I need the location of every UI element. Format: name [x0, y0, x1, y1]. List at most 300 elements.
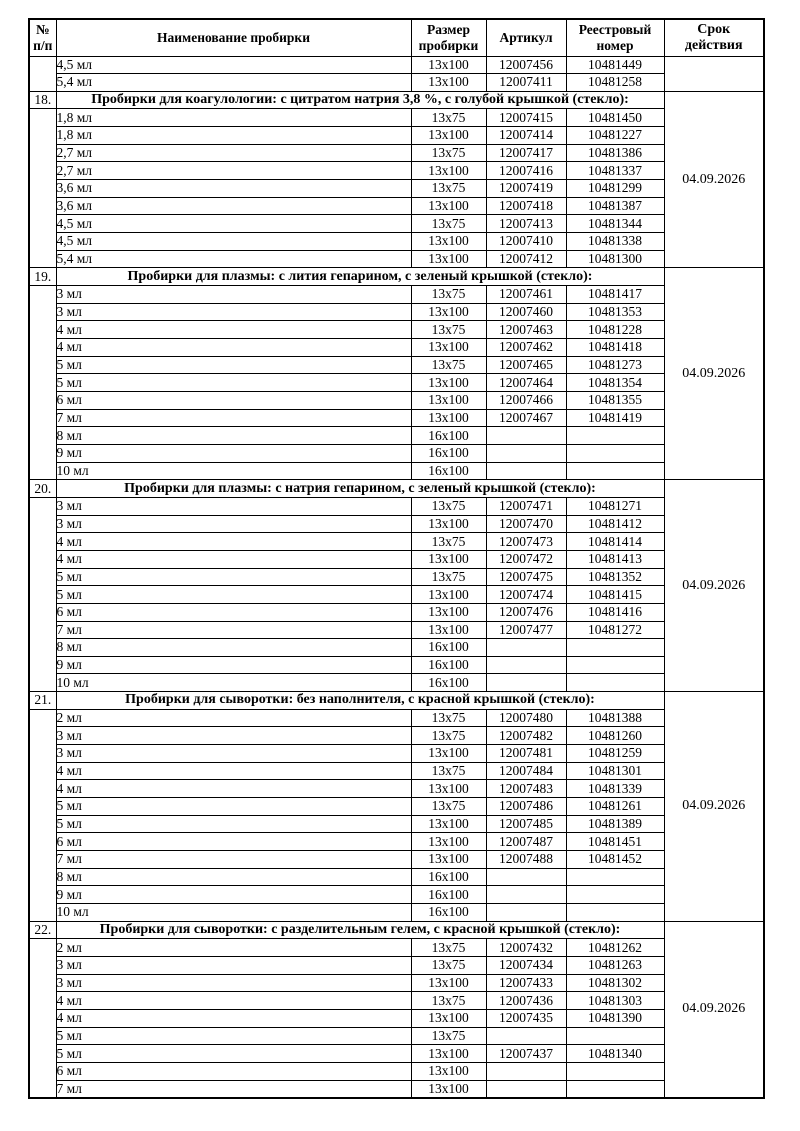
row-name-cell: 5 мл — [56, 1027, 411, 1045]
section-title-cell: Пробирки для сыворотки: без наполнителя, с красной крышкой (стекло): — [56, 692, 664, 710]
validity-cell — [664, 56, 764, 91]
row-size-cell: 16x100 — [411, 444, 486, 462]
row-reg-cell: 10481413 — [566, 550, 664, 568]
section-number-cell: 20. — [29, 480, 56, 498]
row-reg-cell: 10481272 — [566, 621, 664, 639]
row-size-cell: 13x75 — [411, 939, 486, 957]
row-reg-cell — [566, 427, 664, 445]
row-article-cell: 12007456 — [486, 56, 566, 74]
row-reg-cell: 10481339 — [566, 780, 664, 798]
section-number-spacer-cell — [29, 497, 56, 691]
row-reg-cell — [566, 674, 664, 692]
col-header-reg-line2: номер — [596, 37, 634, 53]
row-size-cell: 13x75 — [411, 180, 486, 198]
section-number-spacer-cell — [29, 286, 56, 480]
table-row — [29, 674, 764, 692]
row-reg-cell — [566, 462, 664, 480]
table-row — [29, 356, 764, 374]
row-name-cell: 1,8 мл — [56, 127, 411, 145]
row-name-cell: 4,5 мл — [56, 215, 411, 233]
table-row — [29, 339, 764, 357]
row-name-cell: 4,5 мл — [56, 56, 411, 74]
row-size-cell: 16x100 — [411, 868, 486, 886]
row-reg-cell: 10481344 — [566, 215, 664, 233]
row-size-cell: 13x75 — [411, 568, 486, 586]
section-number-spacer-cell — [29, 56, 56, 91]
section-header-row — [29, 268, 764, 286]
row-name-cell: 2,7 мл — [56, 144, 411, 162]
row-reg-cell — [566, 904, 664, 922]
row-article-cell: 12007410 — [486, 233, 566, 251]
row-article-cell: 12007463 — [486, 321, 566, 339]
table-row — [29, 656, 764, 674]
row-name-cell: 6 мл — [56, 833, 411, 851]
col-header-num — [29, 19, 56, 56]
row-name-cell: 4 мл — [56, 550, 411, 568]
row-size-cell: 13x100 — [411, 515, 486, 533]
row-article-cell: 12007432 — [486, 939, 566, 957]
row-reg-cell: 10481355 — [566, 391, 664, 409]
table-row — [29, 427, 764, 445]
table-row — [29, 515, 764, 533]
row-article-cell: 12007462 — [486, 339, 566, 357]
table-row — [29, 798, 764, 816]
row-reg-cell — [566, 444, 664, 462]
row-size-cell: 16x100 — [411, 886, 486, 904]
row-name-cell: 10 мл — [56, 904, 411, 922]
table-row — [29, 639, 764, 657]
row-article-cell — [486, 868, 566, 886]
row-name-cell: 8 мл — [56, 868, 411, 886]
row-article-cell — [486, 1062, 566, 1080]
row-size-cell: 13x100 — [411, 74, 486, 92]
table-row — [29, 992, 764, 1010]
table-row — [29, 745, 764, 763]
row-reg-cell: 10481390 — [566, 1009, 664, 1027]
row-size-cell: 13x100 — [411, 233, 486, 251]
row-size-cell: 13x100 — [411, 162, 486, 180]
col-header-reg-line1: Реестровый — [578, 22, 652, 38]
table-row — [29, 904, 764, 922]
col-header-name — [56, 19, 411, 56]
section-number-cell: 18. — [29, 91, 56, 109]
row-reg-cell: 10481258 — [566, 74, 664, 92]
section-header-row — [29, 921, 764, 939]
section-title-cell: Пробирки для плазмы: с натрия гепарином, с зеленый крышкой (стекло): — [56, 480, 664, 498]
row-article-cell: 12007466 — [486, 391, 566, 409]
row-article-cell: 12007436 — [486, 992, 566, 1010]
row-size-cell: 13x100 — [411, 621, 486, 639]
row-article-cell: 12007413 — [486, 215, 566, 233]
row-size-cell: 13x100 — [411, 391, 486, 409]
row-article-cell: 12007483 — [486, 780, 566, 798]
row-name-cell: 8 мл — [56, 639, 411, 657]
section-title-cell: Пробирки для коагулологии: с цитратом натрия 3,8 %, с голубой крышкой (стекло): — [56, 91, 664, 109]
row-reg-cell: 10481388 — [566, 709, 664, 727]
row-name-cell: 4 мл — [56, 321, 411, 339]
section-number-cell: 19. — [29, 268, 56, 286]
row-name-cell: 7 мл — [56, 621, 411, 639]
row-name-cell: 5 мл — [56, 798, 411, 816]
table-row — [29, 127, 764, 145]
table-row — [29, 727, 764, 745]
row-name-cell: 4 мл — [56, 1009, 411, 1027]
row-size-cell: 13x75 — [411, 762, 486, 780]
row-article-cell: 12007464 — [486, 374, 566, 392]
row-name-cell: 9 мл — [56, 656, 411, 674]
table-row — [29, 409, 764, 427]
row-reg-cell: 10481301 — [566, 762, 664, 780]
row-article-cell: 12007473 — [486, 533, 566, 551]
row-reg-cell: 10481262 — [566, 939, 664, 957]
section-number-spacer-cell — [29, 109, 56, 268]
row-reg-cell: 10481419 — [566, 409, 664, 427]
row-article-cell: 12007472 — [486, 550, 566, 568]
section-header-row — [29, 692, 764, 710]
section-title-cell: Пробирки для плазмы: с лития гепарином, с зеленый крышкой (стекло): — [56, 268, 664, 286]
row-name-cell: 9 мл — [56, 886, 411, 904]
row-article-cell: 12007481 — [486, 745, 566, 763]
table-row — [29, 533, 764, 551]
col-header-num-line2: п/п — [33, 37, 53, 53]
table-row — [29, 1027, 764, 1045]
row-reg-cell — [566, 1027, 664, 1045]
table-row — [29, 815, 764, 833]
row-reg-cell: 10481300 — [566, 250, 664, 268]
row-reg-cell: 10481354 — [566, 374, 664, 392]
row-reg-cell: 10481271 — [566, 497, 664, 515]
section-header-row — [29, 91, 764, 109]
row-size-cell: 13x75 — [411, 1027, 486, 1045]
table-row — [29, 250, 764, 268]
validity-cell: 04.09.2026 — [664, 91, 764, 268]
row-article-cell — [486, 886, 566, 904]
row-reg-cell: 10481302 — [566, 974, 664, 992]
row-article-cell: 12007461 — [486, 286, 566, 304]
row-article-cell — [486, 1080, 566, 1098]
row-size-cell: 16x100 — [411, 427, 486, 445]
table-row — [29, 939, 764, 957]
col-header-size-line2: пробирки — [418, 37, 479, 53]
row-article-cell: 12007482 — [486, 727, 566, 745]
row-article-cell: 12007474 — [486, 586, 566, 604]
col-header-validity-line2: действия — [684, 37, 743, 53]
row-reg-cell: 10481353 — [566, 303, 664, 321]
table-row — [29, 321, 764, 339]
table-row — [29, 621, 764, 639]
row-reg-cell: 10481414 — [566, 533, 664, 551]
row-size-cell: 13x100 — [411, 197, 486, 215]
row-size-cell: 13x75 — [411, 533, 486, 551]
row-name-cell: 4 мл — [56, 762, 411, 780]
row-article-cell: 12007435 — [486, 1009, 566, 1027]
table-row — [29, 74, 764, 92]
row-name-cell: 4 мл — [56, 780, 411, 798]
row-article-cell — [486, 656, 566, 674]
row-reg-cell: 10481259 — [566, 745, 664, 763]
row-reg-cell: 10481352 — [566, 568, 664, 586]
table-row — [29, 391, 764, 409]
row-size-cell: 16x100 — [411, 639, 486, 657]
row-reg-cell: 10481416 — [566, 603, 664, 621]
row-reg-cell — [566, 656, 664, 674]
row-name-cell: 7 мл — [56, 851, 411, 869]
row-article-cell: 12007417 — [486, 144, 566, 162]
col-header-name-label: Наименование пробирки — [156, 30, 310, 45]
row-name-cell: 2,7 мл — [56, 162, 411, 180]
row-article-cell — [486, 639, 566, 657]
table-row — [29, 197, 764, 215]
col-header-num-line1: № — [35, 22, 50, 38]
row-size-cell: 13x100 — [411, 374, 486, 392]
row-reg-cell — [566, 1080, 664, 1098]
row-name-cell: 3 мл — [56, 497, 411, 515]
table-row — [29, 215, 764, 233]
row-article-cell: 12007486 — [486, 798, 566, 816]
validity-cell: 04.09.2026 — [664, 692, 764, 922]
row-article-cell: 12007467 — [486, 409, 566, 427]
row-name-cell: 5 мл — [56, 568, 411, 586]
row-name-cell: 5 мл — [56, 356, 411, 374]
section-title-cell: Пробирки для сыворотки: с разделительным гелем, с красной крышкой (стекло): — [56, 921, 664, 939]
table-row — [29, 444, 764, 462]
table-row — [29, 833, 764, 851]
row-reg-cell: 10481452 — [566, 851, 664, 869]
row-reg-cell: 10481227 — [566, 127, 664, 145]
col-header-size — [411, 19, 486, 56]
row-reg-cell: 10481337 — [566, 162, 664, 180]
row-name-cell: 2 мл — [56, 939, 411, 957]
row-size-cell: 13x100 — [411, 127, 486, 145]
row-size-cell: 16x100 — [411, 462, 486, 480]
validity-cell: 04.09.2026 — [664, 268, 764, 480]
row-name-cell: 5,4 мл — [56, 250, 411, 268]
row-reg-cell — [566, 868, 664, 886]
table-row — [29, 374, 764, 392]
row-size-cell: 13x100 — [411, 250, 486, 268]
row-article-cell: 12007470 — [486, 515, 566, 533]
row-article-cell: 12007476 — [486, 603, 566, 621]
row-reg-cell: 10481261 — [566, 798, 664, 816]
row-name-cell: 3,6 мл — [56, 180, 411, 198]
table-row — [29, 144, 764, 162]
row-size-cell: 13x75 — [411, 992, 486, 1010]
row-reg-cell: 10481389 — [566, 815, 664, 833]
row-size-cell: 13x100 — [411, 815, 486, 833]
row-size-cell: 13x100 — [411, 974, 486, 992]
validity-cell: 04.09.2026 — [664, 480, 764, 692]
table-row — [29, 1009, 764, 1027]
section-number-cell: 22. — [29, 921, 56, 939]
row-reg-cell: 10481417 — [566, 286, 664, 304]
row-article-cell — [486, 674, 566, 692]
row-article-cell: 12007433 — [486, 974, 566, 992]
row-name-cell: 3 мл — [56, 745, 411, 763]
row-name-cell: 7 мл — [56, 409, 411, 427]
row-article-cell: 12007419 — [486, 180, 566, 198]
row-article-cell: 12007415 — [486, 109, 566, 127]
row-reg-cell: 10481303 — [566, 992, 664, 1010]
col-header-article-label: Артикул — [499, 30, 553, 45]
row-reg-cell: 10481451 — [566, 833, 664, 851]
row-article-cell: 12007434 — [486, 956, 566, 974]
row-size-cell: 13x100 — [411, 1045, 486, 1063]
row-name-cell: 9 мл — [56, 444, 411, 462]
tube-registry-table — [28, 18, 765, 1099]
table-row — [29, 1045, 764, 1063]
table-row — [29, 497, 764, 515]
section-number-cell: 21. — [29, 692, 56, 710]
table-row — [29, 162, 764, 180]
col-header-size-line1: Размер — [427, 22, 470, 38]
row-size-cell: 13x100 — [411, 56, 486, 74]
row-article-cell — [486, 904, 566, 922]
row-size-cell: 16x100 — [411, 674, 486, 692]
row-size-cell: 13x75 — [411, 798, 486, 816]
row-size-cell: 13x100 — [411, 780, 486, 798]
row-reg-cell — [566, 1062, 664, 1080]
table-row — [29, 286, 764, 304]
row-size-cell: 13x100 — [411, 550, 486, 568]
row-name-cell: 8 мл — [56, 427, 411, 445]
col-header-article — [486, 19, 566, 56]
col-header-validity — [664, 19, 764, 56]
table-row — [29, 180, 764, 198]
row-size-cell: 13x75 — [411, 109, 486, 127]
row-reg-cell: 10481418 — [566, 339, 664, 357]
row-reg-cell: 10481449 — [566, 56, 664, 74]
row-name-cell: 3,6 мл — [56, 197, 411, 215]
row-size-cell: 13x100 — [411, 833, 486, 851]
row-article-cell: 12007484 — [486, 762, 566, 780]
row-size-cell: 13x100 — [411, 1062, 486, 1080]
table-row — [29, 109, 764, 127]
row-size-cell: 13x100 — [411, 745, 486, 763]
row-article-cell: 12007485 — [486, 815, 566, 833]
table-row — [29, 586, 764, 604]
row-name-cell: 10 мл — [56, 462, 411, 480]
row-name-cell: 5 мл — [56, 374, 411, 392]
row-size-cell: 16x100 — [411, 656, 486, 674]
table-row — [29, 709, 764, 727]
table-row — [29, 868, 764, 886]
row-size-cell: 16x100 — [411, 904, 486, 922]
row-size-cell: 13x100 — [411, 1009, 486, 1027]
row-size-cell: 13x75 — [411, 286, 486, 304]
table-row — [29, 568, 764, 586]
table-row — [29, 851, 764, 869]
row-name-cell: 3 мл — [56, 956, 411, 974]
row-article-cell — [486, 427, 566, 445]
row-reg-cell: 10481415 — [566, 586, 664, 604]
row-size-cell: 13x75 — [411, 215, 486, 233]
table-row — [29, 1062, 764, 1080]
row-reg-cell — [566, 639, 664, 657]
row-name-cell: 4 мл — [56, 992, 411, 1010]
row-name-cell: 6 мл — [56, 603, 411, 621]
table-header-row — [29, 19, 764, 56]
row-article-cell: 12007437 — [486, 1045, 566, 1063]
row-name-cell: 5,4 мл — [56, 74, 411, 92]
row-size-cell: 13x75 — [411, 709, 486, 727]
row-name-cell: 4,5 мл — [56, 233, 411, 251]
row-article-cell: 12007480 — [486, 709, 566, 727]
table-row — [29, 1080, 764, 1098]
row-name-cell: 3 мл — [56, 727, 411, 745]
section-number-spacer-cell — [29, 939, 56, 1098]
section-header-row — [29, 480, 764, 498]
row-article-cell — [486, 444, 566, 462]
row-article-cell: 12007488 — [486, 851, 566, 869]
row-size-cell: 13x75 — [411, 497, 486, 515]
row-name-cell: 4 мл — [56, 339, 411, 357]
row-article-cell: 12007411 — [486, 74, 566, 92]
row-reg-cell: 10481263 — [566, 956, 664, 974]
row-reg-cell: 10481450 — [566, 109, 664, 127]
row-name-cell: 7 мл — [56, 1080, 411, 1098]
table-row — [29, 762, 764, 780]
table-row — [29, 303, 764, 321]
row-size-cell: 13x75 — [411, 144, 486, 162]
row-size-cell: 13x100 — [411, 603, 486, 621]
table-body — [29, 56, 764, 1098]
row-reg-cell: 10481338 — [566, 233, 664, 251]
table-row — [29, 233, 764, 251]
row-size-cell: 13x75 — [411, 727, 486, 745]
row-size-cell: 13x100 — [411, 851, 486, 869]
row-name-cell: 5 мл — [56, 586, 411, 604]
section-number-spacer-cell — [29, 709, 56, 921]
row-name-cell: 3 мл — [56, 286, 411, 304]
row-article-cell: 12007487 — [486, 833, 566, 851]
row-size-cell: 13x75 — [411, 356, 486, 374]
row-reg-cell: 10481387 — [566, 197, 664, 215]
row-size-cell: 13x75 — [411, 321, 486, 339]
row-article-cell: 12007412 — [486, 250, 566, 268]
validity-cell: 04.09.2026 — [664, 921, 764, 1098]
row-name-cell: 5 мл — [56, 1045, 411, 1063]
row-name-cell: 10 мл — [56, 674, 411, 692]
row-article-cell: 12007477 — [486, 621, 566, 639]
row-article-cell: 12007414 — [486, 127, 566, 145]
row-reg-cell: 10481340 — [566, 1045, 664, 1063]
row-reg-cell — [566, 886, 664, 904]
table-row — [29, 56, 764, 74]
row-reg-cell: 10481386 — [566, 144, 664, 162]
row-article-cell: 12007465 — [486, 356, 566, 374]
row-reg-cell: 10481228 — [566, 321, 664, 339]
row-name-cell: 1,8 мл — [56, 109, 411, 127]
row-size-cell: 13x100 — [411, 1080, 486, 1098]
row-name-cell: 3 мл — [56, 974, 411, 992]
col-header-reg — [566, 19, 664, 56]
row-size-cell: 13x100 — [411, 409, 486, 427]
row-article-cell — [486, 462, 566, 480]
row-size-cell: 13x100 — [411, 339, 486, 357]
row-article-cell: 12007416 — [486, 162, 566, 180]
row-name-cell: 3 мл — [56, 303, 411, 321]
table-row — [29, 780, 764, 798]
row-reg-cell: 10481299 — [566, 180, 664, 198]
row-name-cell: 6 мл — [56, 1062, 411, 1080]
table-row — [29, 956, 764, 974]
row-name-cell: 5 мл — [56, 815, 411, 833]
row-name-cell: 2 мл — [56, 709, 411, 727]
row-reg-cell: 10481260 — [566, 727, 664, 745]
col-header-validity-line1: Срок — [697, 22, 731, 38]
table-row — [29, 603, 764, 621]
row-article-cell — [486, 1027, 566, 1045]
